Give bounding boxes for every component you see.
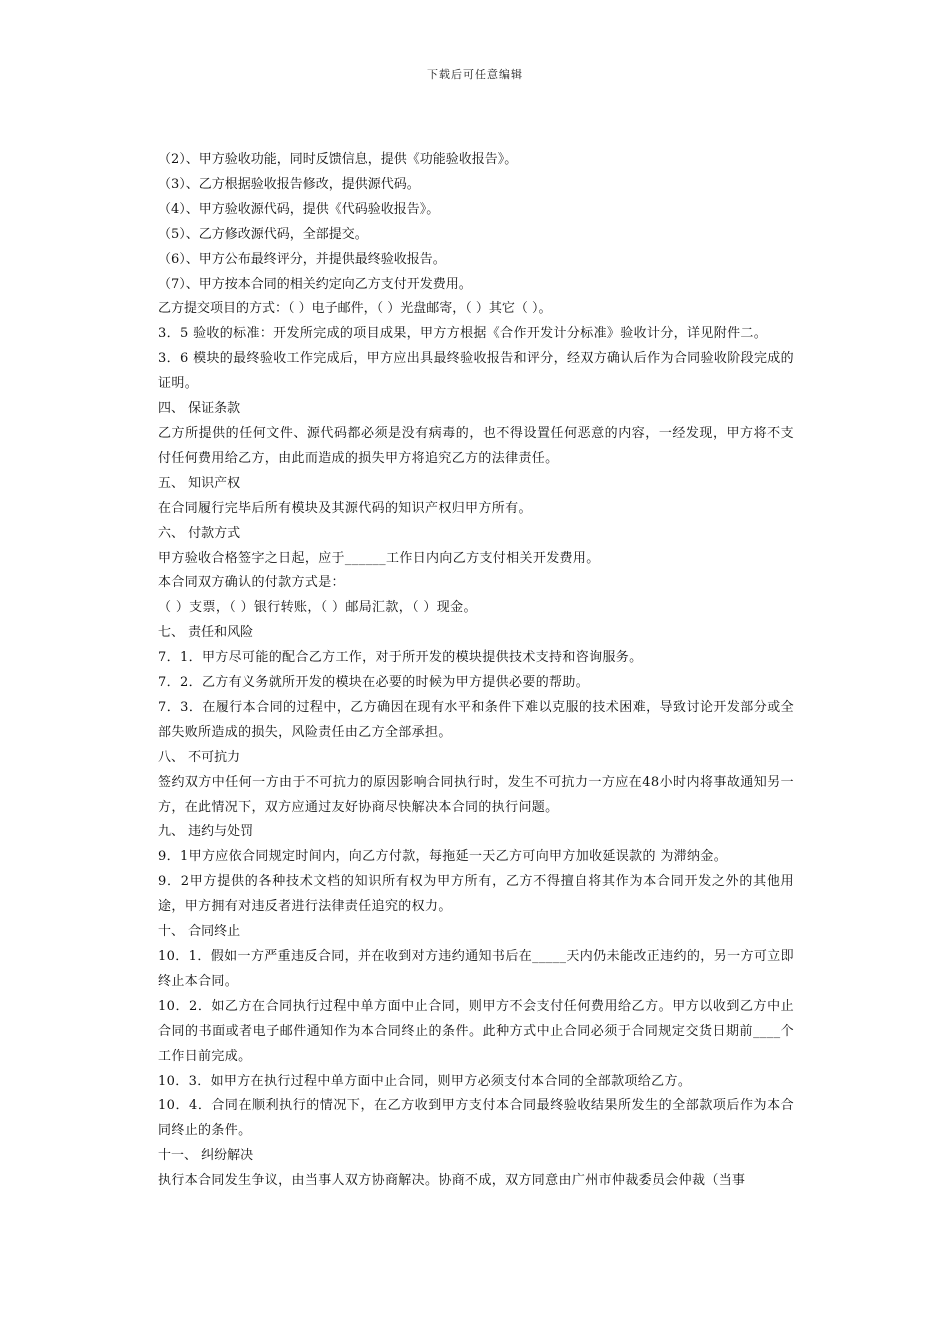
step-2: （2）、甲方验收功能，同时反馈信息，提供《功能验收报告》。 xyxy=(158,152,518,167)
clause-payment-methods-intro: 本合同双方确认的付款方式是： xyxy=(158,575,345,591)
section-heading-warranty: 四、 保证条款 xyxy=(158,401,241,417)
step-5: （5）、乙方修改源代码，全部提交。 xyxy=(158,226,368,242)
section-heading-payment: 六、 付款方式 xyxy=(158,525,241,541)
section-heading-liability: 七、 责任和风险 xyxy=(158,625,254,641)
clause-7-2: 7．2．乙方有义务就所开发的模块在必要的时候为甲方提供必要的帮助。 xyxy=(158,675,590,691)
clause-force-majeure: 签约双方中任何一方由于不可抗力的原因影响合同执行时，发生不可抗力一方应在48小时内将事故通知另一方，在此情况下，双方应通过友好协商尽快解决本合同的执行问题。 xyxy=(158,774,794,815)
clause-10-4: 10．4．合同在顺利执行的情况下，在乙方收到甲方支付本合同最终验收结果所发生的全部款项后作为本合同终止的条件。 xyxy=(158,1098,794,1139)
document-body xyxy=(158,148,794,1194)
clause-9-1: 9．1甲方应依合同规定时间内，向乙方付款，每拖延一天乙方可向甲方加收延误款的 为滞纳金。 xyxy=(158,849,728,865)
section-heading-breach: 九、 违约与处罚 xyxy=(158,824,254,840)
step-3: （3）、乙方根据验收报告修改，提供源代码。 xyxy=(158,176,420,192)
clause-10-1: 10．1．假如一方严重违反合同，并在收到对方违约通知书后在_____天内仍未能改正违约的，另一方可立即终止本合同。 xyxy=(158,949,794,989)
page-header: 下载后可任意编辑 xyxy=(427,68,523,81)
section-heading-force-majeure: 八、 不可抗力 xyxy=(158,749,241,765)
clause-3-6: 3．6 模块的最终验收工作完成后，甲方应出具最终验收报告和评分，经双方确认后作为合同验收阶段完成的证明。 xyxy=(158,351,794,392)
section-heading-disputes: 十一、 纠纷解决 xyxy=(158,1148,254,1164)
step-7: （7）、甲方按本合同的相关约定向乙方支付开发费用。 xyxy=(158,276,472,292)
clause-warranty: 乙方所提供的任何文件、源代码都必须是没有病毒的，也不得设置任何恶意的内容，一经发现，甲方将不支付任何费用给乙方，由此而造成的损失甲方将追究乙方的法律责任。 xyxy=(158,425,794,466)
clause-3-5: 3．5 验收的标准：开发所完成的项目成果，甲方方根据《合作开发计分标准》验收计分，详见附件二。 xyxy=(158,326,768,342)
clause-10-3: 10．3．如甲方在执行过程中单方面中止合同，则甲方必须支付本合同的全部款项给乙方。 xyxy=(158,1073,692,1089)
clause-9-2: 9．2甲方提供的各种技术文档的知识所有权为甲方所有，乙方不得擅自将其作为本合同开发之外的其他用途，甲方拥有对违反者进行法律责任追究的权力。 xyxy=(158,874,794,915)
clause-ip: 在合同履行完毕后所有模块及其源代码的知识产权归甲方所有。 xyxy=(158,500,532,516)
clause-payment-methods: （ ）支票，（ ）银行转账，（ ）邮局汇款，（ ）现金。 xyxy=(158,600,477,616)
clause-payment-term: 甲方验收合格签字之日起，应于______工作日内向乙方支付相关开发费用。 xyxy=(158,550,600,566)
submission-method: 乙方提交项目的方式：（ ）电子邮件，（ ）光盘邮寄，（ ）其它（ ）。 xyxy=(158,301,552,317)
step-6: （6）、甲方公布最终评分，并提供最终验收报告。 xyxy=(158,251,446,267)
clause-7-3: 7．3．在履行本合同的过程中，乙方确因在现有水平和条件下难以克服的技术困难，导致讨论开发部分或全部失败所造成的损失，风险责任由乙方全部承担。 xyxy=(158,699,794,740)
clause-disputes: 执行本合同发生争议，由当事人双方协商解决。协商不成，双方同意由广州市仲裁委员会仲裁（当事 xyxy=(158,1173,746,1189)
clause-7-1: 7．1．甲方尽可能的配合乙方工作，对于所开发的模块提供技术支持和咨询服务。 xyxy=(158,650,643,666)
section-heading-ip: 五、 知识产权 xyxy=(158,475,241,491)
section-heading-termination: 十、 合同终止 xyxy=(158,924,241,940)
step-4: （4）、甲方验收源代码，提供《代码验收报告》。 xyxy=(158,201,440,217)
clause-10-2: 10．2．如乙方在合同执行过程中单方面中止合同，则甲方不会支付任何费用给乙方。甲方以收到乙方中止合同的书面或者电子邮件通知作为本合同终止的条件。此种方式中止合同必须于合同规定交货日期前____个工作日前完成。 xyxy=(158,998,794,1064)
